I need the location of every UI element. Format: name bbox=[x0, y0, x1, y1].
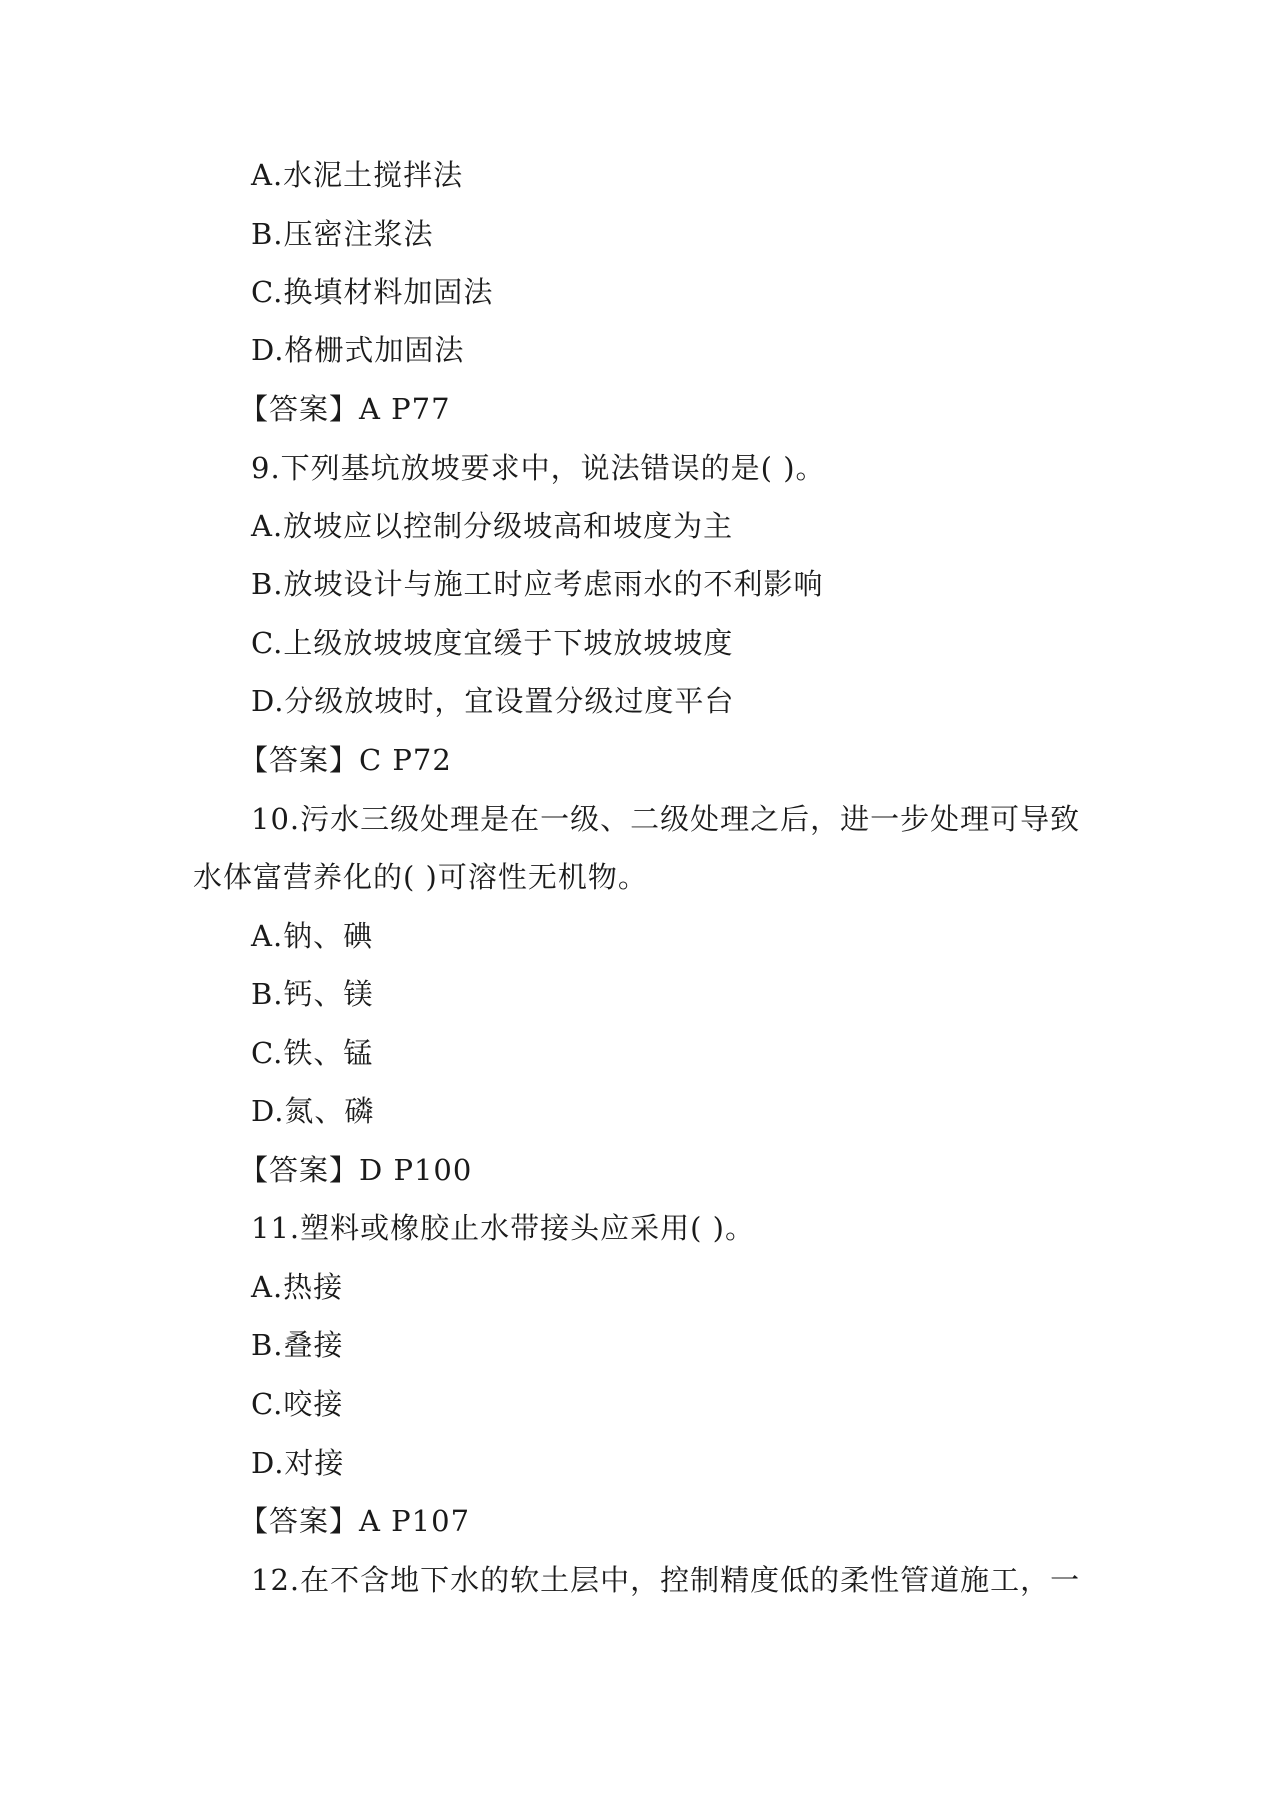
option-line: B.叠接 bbox=[251, 1328, 344, 1362]
option-line: A.放坡应以控制分级坡高和坡度为主 bbox=[251, 509, 734, 543]
option-line: D.对接 bbox=[251, 1446, 345, 1480]
option-line: A.水泥土搅拌法 bbox=[251, 158, 464, 192]
option-line: D.氮、磷 bbox=[251, 1094, 375, 1128]
option-line: A.钠、碘 bbox=[251, 919, 374, 953]
answer-line: 【答案】C P72 bbox=[239, 743, 452, 777]
option-line: D.分级放坡时，宜设置分级过度平台 bbox=[251, 684, 735, 718]
option-line: D.格栅式加固法 bbox=[251, 333, 465, 367]
option-line: C.铁、锰 bbox=[251, 1036, 374, 1070]
option-line: B.压密注浆法 bbox=[251, 217, 434, 251]
question-line: 9.下列基坑放坡要求中，说法错误的是( )。 bbox=[251, 451, 826, 485]
question-line-continued: 水体富营养化的( )可溶性无机物。 bbox=[193, 860, 648, 894]
question-line: 12.在不含地下水的软土层中，控制精度低的柔性管道施工，一 bbox=[251, 1563, 1081, 1597]
option-line: A.热接 bbox=[251, 1270, 344, 1304]
option-line: C.换填材料加固法 bbox=[251, 275, 494, 309]
answer-line: 【答案】D P100 bbox=[239, 1153, 473, 1187]
question-line: 11.塑料或橡胶止水带接头应采用( )。 bbox=[251, 1211, 755, 1245]
option-line: B.放坡设计与施工时应考虑雨水的不利影响 bbox=[251, 567, 824, 601]
option-line: B.钙、镁 bbox=[251, 977, 374, 1011]
answer-line: 【答案】A P77 bbox=[239, 392, 451, 426]
option-line: C.咬接 bbox=[251, 1387, 344, 1421]
question-line: 10.污水三级处理是在一级、二级处理之后，进一步处理可导致 bbox=[251, 802, 1081, 836]
option-line: C.上级放坡坡度宜缓于下坡放坡坡度 bbox=[251, 626, 734, 660]
answer-line: 【答案】A P107 bbox=[239, 1504, 471, 1538]
